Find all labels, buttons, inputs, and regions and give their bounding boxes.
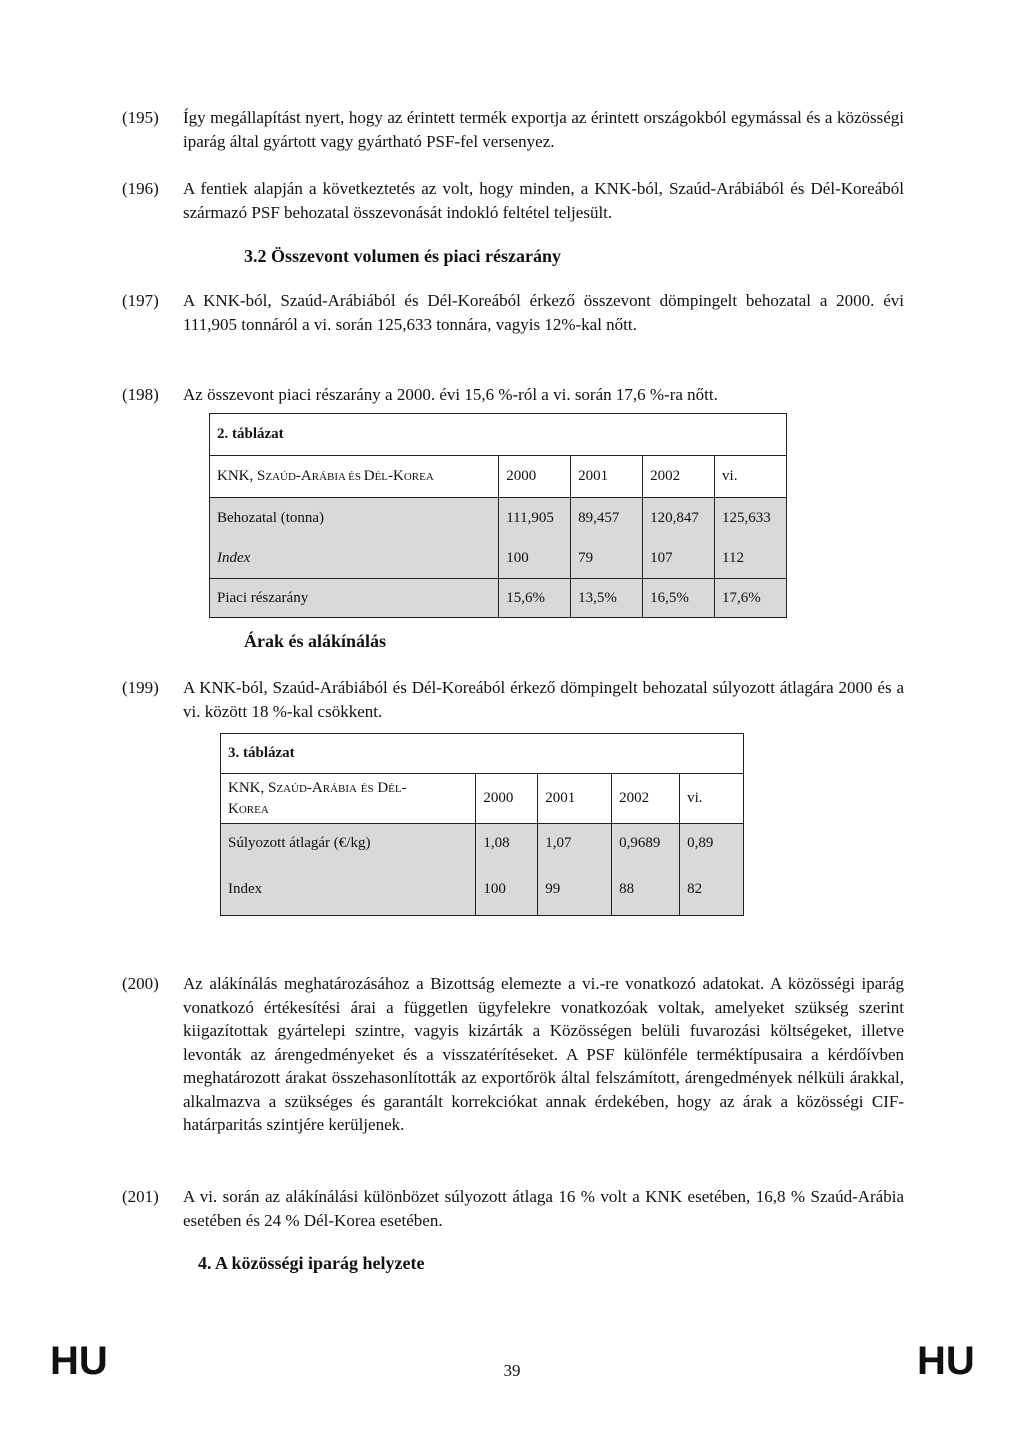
table-row [210,539,787,579]
cell-value: 99 [538,864,612,916]
row-label: Súlyozott átlagár (€/kg) [221,824,476,864]
cell-value: 0,9689 [612,824,680,864]
row-label: Index [221,864,476,916]
paragraph-text: Az alákínálás meghatározásához a Bizottság elemezte a vi.-re vonatkozó adatokat. A közösségi iparág vonatkozó értékesítési árai a független ügyfelekre vonatkozóak voltak, amelyeket szükség szerint kiigazítottak gyártelepi szintre, vagyis kizárták a Közösségen belüli fuvarozási költségeket, illetve levonták az árengedményeket és a visszatérítéseket. A PSF különféle terméktípusaira a kérdőívben meghatározott árakat összehasonlították az exportőrök által felszámított, árengedmények nélküli árakkal, alkalmazva a szükséges és garantált korrekciókat annak érdekében, hogy az árak a közösségi CIF-határparitás szintjére kerüljenek. [183,974,904,1134]
cell-value: 15,6% [499,579,571,618]
table-header-year: vi. [715,456,787,498]
table-header-year: 2001 [538,774,612,824]
table-header-row [210,456,787,498]
footer-language-left: HU [50,1339,108,1383]
paragraph-number: (198) [122,385,159,404]
table-header-countries: KNK, SZAÚD-ARÁBIA ÉS DÉL-KOREA [210,456,499,498]
paragraph-number: (201) [122,1187,159,1206]
cell-value: 1,08 [476,824,538,864]
table-2 [209,413,787,618]
paragraph-197 [122,289,904,336]
footer-language-right: HU [917,1339,975,1383]
table-header-year: 2000 [499,456,571,498]
row-label: Piaci részarány [210,579,499,618]
table-row [210,579,787,618]
table-row [210,498,787,539]
table-caption-row [210,414,787,456]
table-row [221,864,744,916]
table-header-countries: KNK, SZAÚD-ARÁBIA ÉS DÉL- KOREA [221,774,476,824]
cell-value: 0,89 [680,824,744,864]
cell-value: 1,07 [538,824,612,864]
cell-value: 13,5% [571,579,643,618]
table-caption: 2. táblázat [210,414,787,456]
paragraph-text: A KNK-ból, Szaúd-Arábiából és Dél-Koreából érkező összevont dömpingelt behozatal a 2000. évi 111,905 tonnáról a vi. során 125,633 tonnára, vagyis 12%-kal nőtt. [183,291,904,334]
paragraph-text: Így megállapítást nyert, hogy az érintett termék exportja az érintett országokból egymással és a közösségi iparág által gyártott vagy gyártható PSF-fel versenyez. [183,108,904,151]
paragraph-text: A KNK-ból, Szaúd-Arábiából és Dél-Koreából érkező dömpingelt behozatal súlyozott átlagára 2000 és a vi. között 18 %-kal csökkent. [183,678,904,721]
row-label: Index [210,539,499,579]
table-header-year: 2000 [476,774,538,824]
page-number: 39 [503,1361,521,1380]
cell-value: 89,457 [571,498,643,539]
table-row [221,824,744,864]
paragraph-201 [122,1185,904,1232]
paragraph-199 [122,676,904,723]
table-caption-row [221,734,744,774]
paragraph-number: (197) [122,291,159,310]
paragraph-number: (200) [122,974,159,993]
table-header-year: vi. [680,774,744,824]
cell-value: 100 [499,539,571,579]
cell-value: 120,847 [643,498,715,539]
section-heading-prices: Árak és alákínálás [244,631,387,651]
cell-value: 112 [715,539,787,579]
table-header-year: 2001 [571,456,643,498]
cell-value: 107 [643,539,715,579]
cell-value: 79 [571,539,643,579]
paragraph-text: A fentiek alapján a következtetés az volt, hogy minden, a KNK-ból, Szaúd-Arábiából és Dél-Koreából származó PSF behozatal összevonását indokló feltétel teljesült. [183,179,904,222]
table-3 [220,733,744,916]
section-heading-3-2: 3.2 Összevont volumen és piaci részarány [244,246,561,266]
table-caption: 3. táblázat [221,734,744,774]
paragraph-196 [122,177,904,224]
paragraph-number: (195) [122,108,159,127]
cell-value: 16,5% [643,579,715,618]
paragraph-198 [122,383,904,407]
row-label: Behozatal (tonna) [210,498,499,539]
cell-value: 88 [612,864,680,916]
paragraph-text: A vi. során az alákínálási különbözet súlyozott átlaga 16 % volt a KNK esetében, 16,8 % Szaúd-Arábia esetében és 24 % Dél-Korea esetében. [183,1187,904,1230]
table-header-year: 2002 [612,774,680,824]
paragraph-200 [122,972,904,1137]
cell-value: 100 [476,864,538,916]
cell-value: 125,633 [715,498,787,539]
cell-value: 17,6% [715,579,787,618]
cell-value: 82 [680,864,744,916]
paragraph-number: (199) [122,678,159,697]
cell-value: 111,905 [499,498,571,539]
paragraph-number: (196) [122,179,159,198]
paragraph-text: Az összevont piaci részarány a 2000. évi 15,6 %-ról a vi. során 17,6 %-ra nőtt. [183,385,718,404]
paragraph-195 [122,106,904,153]
table-header-row [221,774,744,824]
section-heading-4: 4. A közösségi iparág helyzete [198,1253,425,1273]
table-header-year: 2002 [643,456,715,498]
